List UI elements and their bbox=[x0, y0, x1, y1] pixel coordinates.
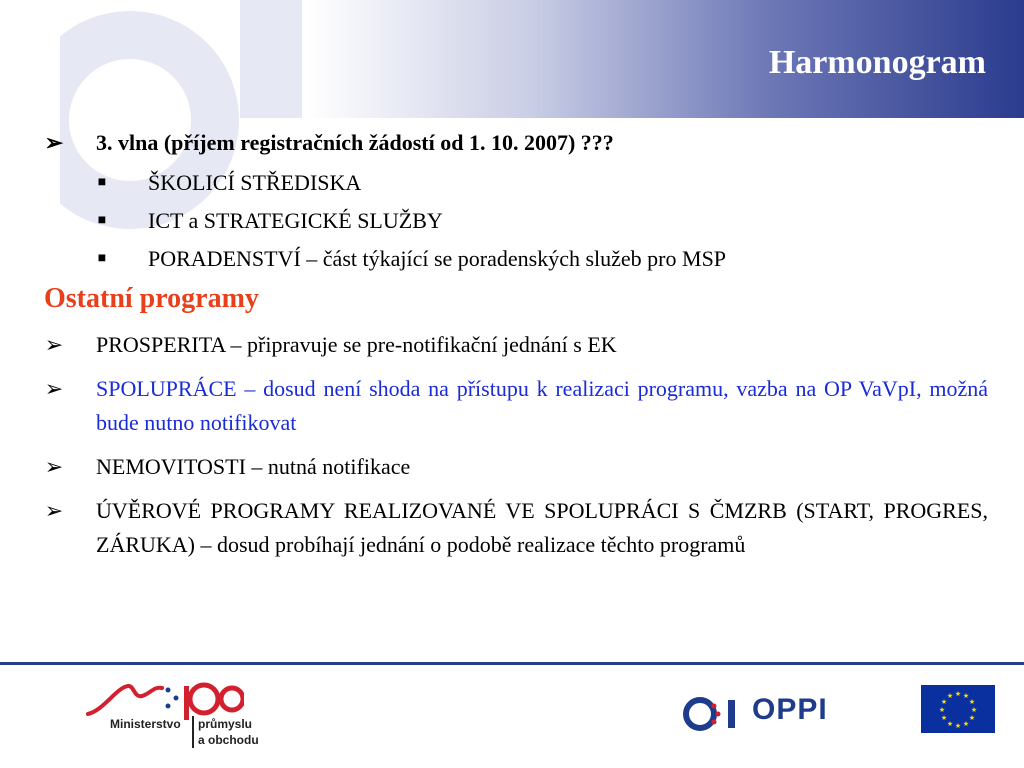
svg-text:★: ★ bbox=[968, 698, 976, 706]
svg-text:★: ★ bbox=[954, 690, 962, 698]
svg-text:★: ★ bbox=[962, 692, 970, 700]
mpo-line1: Ministerstvo bbox=[110, 717, 181, 731]
square-bullet-icon: ■ bbox=[97, 251, 107, 266]
program-item-text: PROSPERITA – připravuje se pre-notifikační jednání s EK bbox=[96, 332, 617, 357]
square-bullet-icon: ■ bbox=[97, 213, 107, 228]
program-item bbox=[44, 450, 988, 484]
oppi-logo-text: OPPI bbox=[752, 693, 828, 726]
mpo-logo-mark-icon bbox=[84, 680, 244, 720]
program-item bbox=[44, 372, 988, 440]
program-item-text: NEMOVITOSTI – nutná notifikace bbox=[96, 454, 411, 479]
arrow-bullet-icon: ➢ bbox=[44, 130, 64, 155]
square-bullet-icon: ■ bbox=[97, 175, 107, 190]
program-item-text: SPOLUPRÁCE – dosud není shoda na přístupu k realizaci programu, vazba na OP VaVpI, možná bude nutno notifikovat bbox=[96, 376, 988, 435]
section-title: Ostatní programy bbox=[44, 283, 259, 314]
arrow-bullet-icon: ➢ bbox=[44, 376, 64, 401]
svg-text:★: ★ bbox=[970, 706, 978, 714]
wave-3-text: 3. vlna (příjem registračních žádostí od 1. 10. 2007) ??? bbox=[96, 130, 614, 155]
svg-text:★: ★ bbox=[968, 714, 976, 722]
sub-item-text: ICT a STRATEGICKÉ SLUŽBY bbox=[148, 208, 443, 233]
svg-text:★: ★ bbox=[946, 720, 954, 728]
sub-item bbox=[44, 166, 988, 200]
mpo-line3: a obchodu bbox=[198, 733, 259, 747]
mpo-line2: průmyslu bbox=[198, 717, 253, 731]
oppi-logo-mark-icon bbox=[682, 694, 748, 734]
svg-text:★: ★ bbox=[962, 720, 970, 728]
arrow-bullet-icon: ➢ bbox=[44, 454, 64, 479]
slide-content bbox=[44, 126, 988, 572]
wave-3-item bbox=[44, 126, 988, 160]
sub-item bbox=[44, 242, 988, 276]
svg-text:★: ★ bbox=[954, 722, 962, 730]
sub-item-text: PORADENSTVÍ – část týkající se poradenských služeb pro MSP bbox=[148, 246, 727, 271]
eu-flag-icon bbox=[921, 685, 995, 733]
program-item bbox=[44, 494, 988, 562]
footer-divider bbox=[0, 662, 1024, 665]
svg-text:★: ★ bbox=[940, 698, 948, 706]
mpo-separator bbox=[192, 716, 194, 748]
sub-item bbox=[44, 204, 988, 238]
slide-title: Harmonogram bbox=[768, 44, 986, 81]
svg-text:★: ★ bbox=[940, 714, 948, 722]
program-item bbox=[44, 328, 988, 362]
sub-item-text: ŠKOLICÍ STŘEDISKA bbox=[148, 170, 362, 195]
arrow-bullet-icon: ➢ bbox=[44, 332, 64, 357]
svg-text:★: ★ bbox=[946, 692, 954, 700]
arrow-bullet-icon: ➢ bbox=[44, 498, 64, 523]
svg-text:★: ★ bbox=[938, 706, 946, 714]
program-item-text: ÚVĚROVÉ PROGRAMY REALIZOVANÉ VE SPOLUPRÁCI S ČMZRB (START, PROGRES, ZÁRUKA) – dosud probíhají jednání o podobě realizace těchto programů bbox=[96, 498, 988, 557]
